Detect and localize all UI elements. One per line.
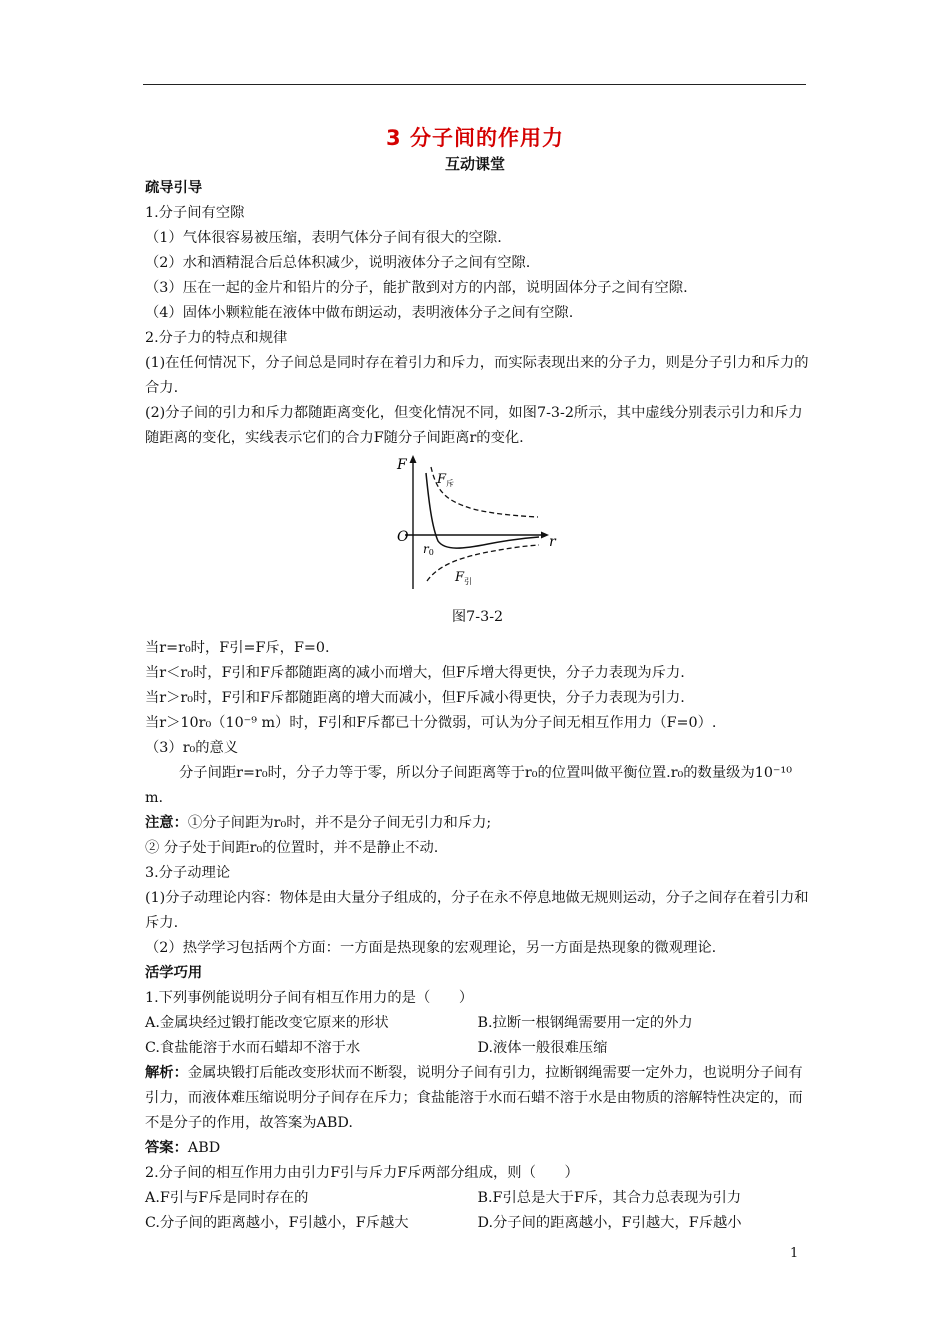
question-2-option-a: A.F引与F斥是同时存在的 xyxy=(145,1190,309,1206)
figure-molecular-force xyxy=(145,453,810,601)
label-r: r xyxy=(549,534,556,550)
r-axis-arrow xyxy=(541,532,549,539)
point-2-para-2: (2)分子间的引力和斥力都随距离变化，但变化情况不同，如图7-3-2所示，其中虚线分别表示引力和斥力随距离的变化，实线表示它们的合力F随分子间距离r的变化. xyxy=(145,405,803,446)
note-line-2: ② 分子处于间距r₀的位置时，并不是静止不动. xyxy=(145,840,439,856)
case-far: 当r＞10r₀（10⁻⁹ m）时，F引和F斥都已十分微弱，可认为分子间无相互作用力（F=0）. xyxy=(145,715,717,731)
attraction-curve xyxy=(427,545,539,581)
question-2: 2.分子间的相互作用力由引力F引与斥力F斥两部分组成，则（ ） xyxy=(145,1165,579,1181)
repulsion-curve xyxy=(431,467,538,517)
question-1-options-row-2 xyxy=(145,1036,810,1061)
answer-label: 答案： xyxy=(145,1140,188,1156)
point-1-title: 1.分子间有空隙 xyxy=(145,205,245,221)
question-1-option-a: A.金属块经过锻打能改变它原来的形状 xyxy=(145,1015,389,1031)
label-r0: r0 xyxy=(423,542,434,557)
case-equal: 当r=r₀时，F引=F斥，F=0. xyxy=(145,640,330,656)
figure-caption: 图7-3-2 xyxy=(451,609,504,625)
point-1-item-2: （2）水和酒精混合后总体积减少，说明液体分子之间有空隙. xyxy=(145,255,531,271)
question-1-option-d: D.液体一般很难压缩 xyxy=(477,1040,608,1056)
question-1-option-c: C.食盐能溶于水而石蜡却不溶于水 xyxy=(145,1040,361,1056)
analysis xyxy=(145,1061,810,1136)
point-3-title: 3.分子动理论 xyxy=(145,865,231,881)
f-axis-arrow xyxy=(410,455,417,463)
point-2-title: 2.分子力的特点和规律 xyxy=(145,330,288,346)
page-subtitle: 互动课堂 xyxy=(444,155,505,173)
note-text-1: ①分子间距为r₀时，并不是分子间无引力和斥力; xyxy=(187,815,492,831)
r0-meaning-body: 分子间距r=r₀时，分子力等于零，所以分子间距离等于r₀的位置叫做平衡位置.r₀的数量级为10⁻¹⁰ m. xyxy=(145,765,792,806)
analysis-label: 解析： xyxy=(145,1065,188,1081)
note-label: 注意： xyxy=(145,815,188,831)
question-2-option-b: B.F引总是大于F斥，其合力总表现为引力 xyxy=(477,1190,742,1206)
question-1: 1.下列事例能说明分子间有相互作用力的是（ ） xyxy=(145,990,474,1006)
note-line-1 xyxy=(145,811,810,836)
section-heading-practice: 活学巧用 xyxy=(145,965,203,981)
point-1-item-1: （1）气体很容易被压缩，表明气体分子间有很大的空隙. xyxy=(145,230,502,246)
question-1-option-b: B.拉断一根钢绳需要用一定的外力 xyxy=(477,1015,693,1031)
case-less: 当r＜r₀时，F引和F斥都随距离的减小而增大，但F斥增大得更快，分子力表现为斥力. xyxy=(145,665,685,681)
answer xyxy=(145,1136,810,1161)
point-1-item-4: （4）固体小颗粒能在液体中做布朗运动，表明液体分子之间有空隙. xyxy=(145,305,574,321)
question-2-options-row-1 xyxy=(145,1186,810,1211)
page-number: 1 xyxy=(790,1246,799,1261)
answer-text: ABD xyxy=(187,1140,221,1156)
label-f-repulse: $F_斥$ xyxy=(437,472,455,488)
point-3-para-1: (1)分子动理论内容：物体是由大量分子组成的，分子在永不停息地做无规则运动，分子之间存在着引力和斥力. xyxy=(145,890,809,931)
label-origin: O xyxy=(397,529,409,545)
question-1-options-row-1 xyxy=(145,1011,810,1036)
question-2-option-d: D.分子间的距离越小，F引越大，F斥越小 xyxy=(477,1215,742,1231)
section-heading-guide: 疏导引导 xyxy=(145,180,203,196)
r0-meaning-title: （3）r₀的意义 xyxy=(145,740,239,756)
label-f-attract: $F_引$ xyxy=(455,570,473,586)
force-distance-diagram xyxy=(393,453,573,593)
question-2-option-c: C.分子间的距离越小，F引越小，F斥越大 xyxy=(145,1215,409,1231)
analysis-text: 金属块锻打后能改变形状而不断裂，说明分子间有引力，拉断钢绳需要一定外力，也说明分子间有引力，而液体难压缩说明分子间存在斥力；食盐能溶于水而石蜡不溶于水是由物质的溶解特性决定的，而不是分子的作用，故答案为ABD. xyxy=(145,1065,803,1131)
header-rule xyxy=(143,84,806,85)
case-greater: 当r＞r₀时，F引和F斥都随距离的增大而减小，但F斥减小得更快，分子力表现为引力. xyxy=(145,690,685,706)
point-3-para-2: （2）热学学习包括两个方面：一方面是热现象的宏观理论，另一方面是热现象的微观理论. xyxy=(145,940,717,956)
point-1-item-3: （3）压在一起的金片和铅片的分子，能扩散到对方的内部，说明固体分子之间有空隙. xyxy=(145,280,688,296)
page-title: 3 分子间的作用力 xyxy=(386,126,564,150)
main-content xyxy=(145,176,810,1236)
point-2-para-1: (1)在任何情况下，分子间总是同时存在着引力和斥力，而实际表现出来的分子力，则是分子引力和斥力的合力. xyxy=(145,355,809,396)
question-2-options-row-2 xyxy=(145,1211,810,1236)
label-f: F xyxy=(397,457,407,473)
